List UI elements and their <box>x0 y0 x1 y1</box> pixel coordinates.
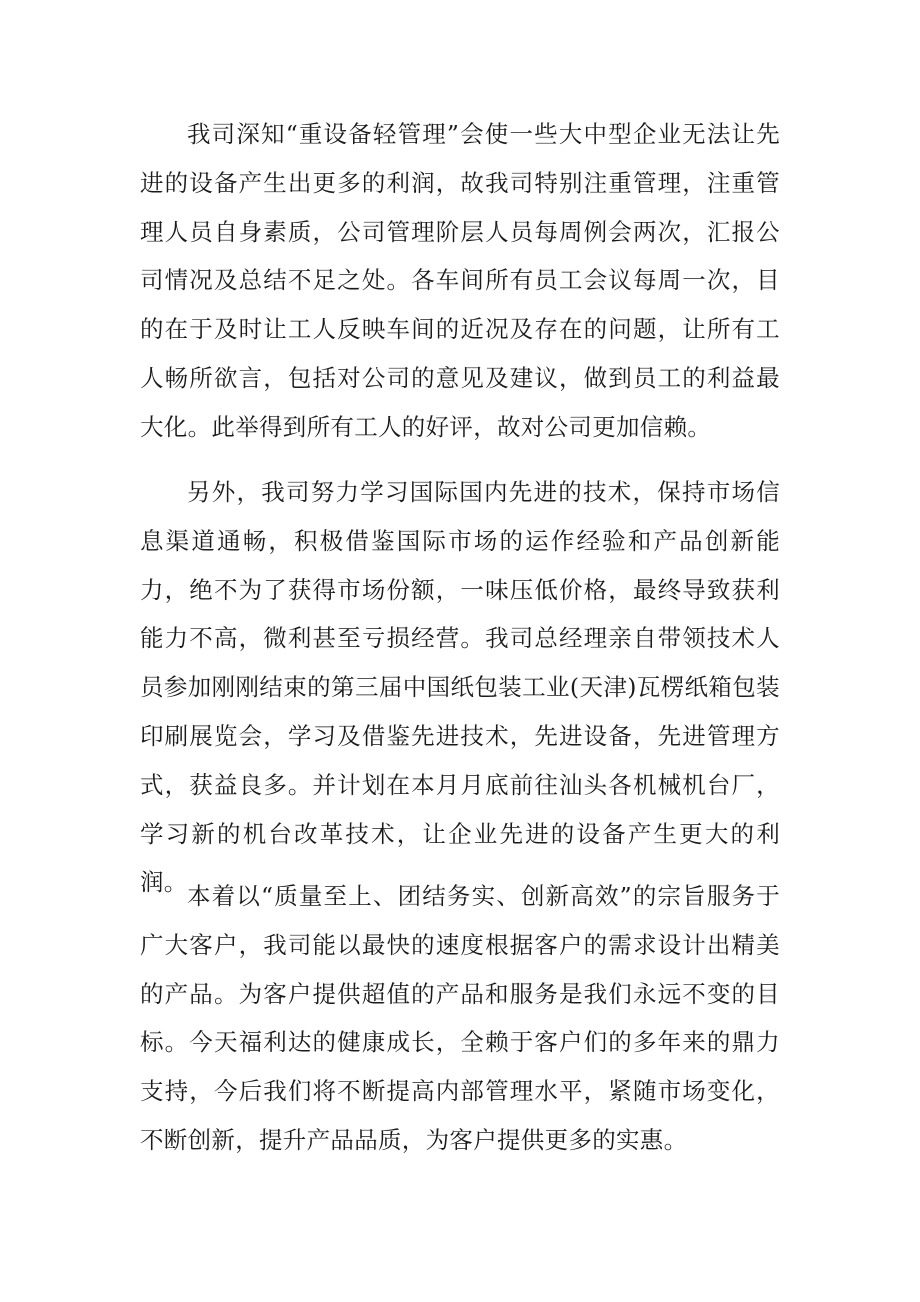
paragraph-service: 本着以“质量至上、团结务实、创新高效”的宗旨服务于广大客户，我司能以最快的速度根据客户的需求设计出精美的产品。为客户提供超值的产品和服务是我们永远不变的目标。今天福利达的健康成长，全赖于客户们的多年来的鼎力支持，今后我们将不断提高内部管理水平，紧随市场变化，不断创新，提升产品品质，为客户提供更多的实惠。 <box>140 882 780 1154</box>
paragraph-management: 我司深知“重设备轻管理”会使一些大中型企业无法让先进的设备产生出更多的利润，故我司特别注重管理，注重管理人员自身素质，公司管理阶层人员每周例会两次，汇报公司情况及总结不足之处。各车间所有员工会议每周一次，目的在于及时让工人反映车间的近况及存在的问题，让所有工人畅所欲言，包括对公司的意见及建议，做到员工的利益最大化。此举得到所有工人的好评，故对公司更加信赖。 <box>140 120 780 441</box>
paragraph-technology: 另外，我司努力学习国际国内先进的技术，保持市场信息渠道通畅，积极借鉴国际市场的运作经验和产品创新能力，绝不为了获得市场份额，一味压低价格，最终导致获利能力不高，微利甚至亏损经营。我司总经理亲自带领技术人员参加刚刚结束的第三届中国纸包装工业(天津)瓦楞纸箱包装印刷展览会，学习及借鉴先进技术，先进设备，先进管理方式，获益良多。并计划在本月月底前往汕头各机械机台厂，学习新的机台改革技术，让企业先进的设备产生更大的利润。 <box>140 478 780 897</box>
